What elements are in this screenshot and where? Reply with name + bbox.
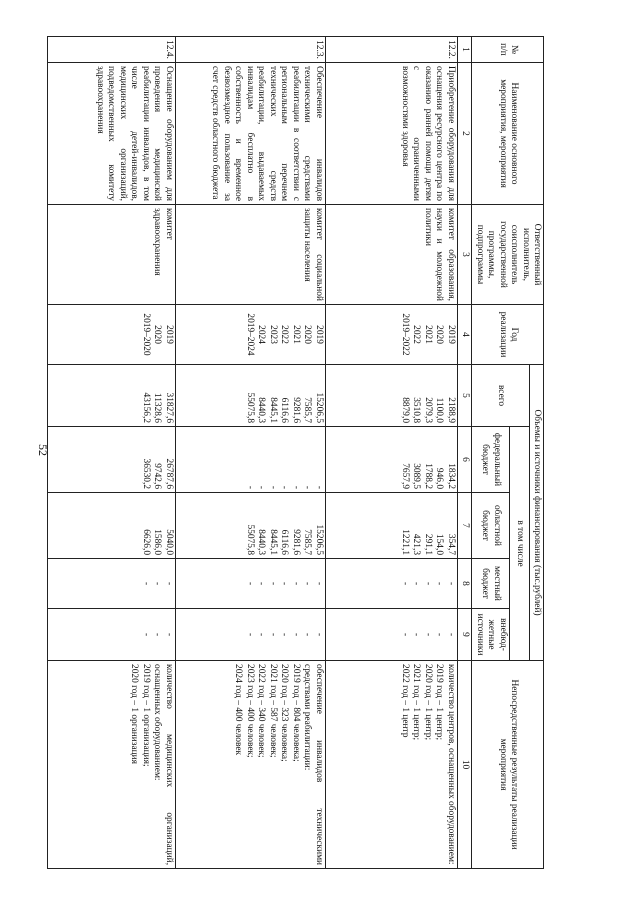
federal-cell-value: 1788,2 [422, 463, 433, 489]
local-cell-value: - [279, 581, 290, 586]
header-results: Непосредственные результаты реализации мероприятия [472, 661, 544, 869]
regional-cell-value: 9281,6 [290, 529, 301, 555]
year-cell [175, 305, 325, 365]
local-cell-value: - [163, 581, 174, 586]
results-cell-value: 2022 год – 1 центр [399, 664, 410, 738]
year-cell-value: 2024 [256, 325, 267, 344]
regional-cell-value: 5040,0 [163, 529, 174, 555]
federal-cell-value: - [279, 485, 290, 489]
regional-cell-value: 8445,1 [267, 529, 278, 555]
offbudget-cell-value: - [313, 632, 324, 637]
table-row [325, 37, 457, 869]
year-cell-value: 2020 [152, 325, 163, 344]
column-number: 9 [457, 609, 471, 661]
regional-cell-value: 55075,8 [244, 524, 255, 555]
local-cell-value: - [267, 581, 278, 586]
header-federal: федеральный бюджет [472, 427, 509, 493]
year-cell-value: 2021 [290, 325, 301, 344]
offbudget-cell-value: - [302, 632, 313, 637]
federal-cell-value: - [256, 485, 267, 489]
year-cell-value: 2023 [267, 325, 278, 344]
offbudget-cell-value: - [445, 632, 456, 637]
offbudget-cell-value: - [140, 632, 151, 637]
offbudget-cell-value: - [279, 632, 290, 637]
federal-cell-value: 26787,6 [163, 458, 174, 489]
year-cell-value: 2020 [302, 325, 313, 344]
federal-cell [325, 427, 457, 493]
total-cell-value: 43156,2 [140, 392, 151, 423]
regional-cell-value: 1586,0 [152, 529, 163, 555]
offbudget-cell-value: - [244, 632, 255, 637]
regional-cell-value: 1221,1 [399, 529, 410, 555]
column-number: 1 [457, 37, 471, 63]
offbudget-cell-value: - [399, 632, 410, 637]
column-number: 5 [457, 365, 471, 427]
results-cell-value: 2020 год – 1 центр; [422, 664, 433, 741]
header-local: местный бюджет [472, 559, 509, 609]
measure-name: Оснащение оборудованием для проведения медицинской реабилитации инвалидов, в том числе детей-инвалидов, медицинских организаций, подведомственных комитету здравоохранения [47, 63, 175, 205]
year-cell-value: 2019–2022 [399, 313, 410, 356]
regional-cell-value: 291,1 [422, 533, 433, 555]
measure-name: Обеспечение инвалидов техническими средствами реабилитации в соответствии с региональным перечнем технических средств реабилитации, выдаваемых инвалидам бесплатно в собственность и временное безвозмездное пользование за счет средств областного бюджета [175, 63, 325, 205]
federal-cell-value: - [313, 485, 324, 489]
local-cell [47, 559, 175, 609]
local-cell-value: - [313, 581, 324, 586]
local-cell-value: - [411, 581, 422, 586]
year-cell-value: 2019–2020 [140, 313, 151, 356]
column-number: 2 [457, 63, 471, 205]
header-name: Наименование основного мероприятия, мероприятия [472, 63, 544, 205]
header-year: Год реализации [472, 305, 544, 365]
year-cell-value: 2022 [411, 325, 422, 344]
year-cell [325, 305, 457, 365]
offbudget-cell-value: - [267, 632, 278, 637]
column-number: 3 [457, 205, 471, 305]
header-offbudget: внебюд-жетные источники [472, 609, 509, 661]
total-cell [47, 365, 175, 427]
federal-cell-value: 36530,2 [140, 458, 151, 489]
offbudget-cell [325, 609, 457, 661]
offbudget-cell-value: - [434, 632, 445, 637]
table-row [47, 37, 175, 869]
offbudget-cell [47, 609, 175, 661]
year-cell-value: 2019 [163, 325, 174, 344]
results-cell-value: 2024 год – 400 человек [233, 664, 244, 756]
column-number: 4 [457, 305, 471, 365]
local-cell-value: - [445, 581, 456, 586]
local-cell [325, 559, 457, 609]
results-cell-value: 2022 год – 340 человек; [256, 664, 267, 758]
responsible-executor: комитет здравоохранения [47, 205, 175, 305]
year-cell-value: 2019 [445, 325, 456, 344]
year-cell-value: 2019–2024 [244, 313, 255, 356]
results-cell-value: 2019 год – 804 человека; [290, 664, 301, 762]
column-number: 10 [457, 661, 471, 869]
total-cell-value: 2079,3 [422, 397, 433, 423]
total-cell-value: 15206,5 [313, 392, 324, 423]
year-cell [47, 305, 175, 365]
total-cell-value: 7585,7 [302, 397, 313, 423]
total-cell-value: 3510,8 [411, 397, 422, 423]
total-cell [325, 365, 457, 427]
column-number: 8 [457, 559, 471, 609]
results-cell-value: обеспечение инвалидов техническими средствами реабилитации: [302, 664, 324, 866]
results-cell-value: 2023 год – 400 человек; [244, 664, 255, 758]
regional-cell [47, 493, 175, 559]
total-cell-value: 11328,6 [152, 392, 163, 423]
regional-cell-value: 6116,6 [279, 529, 290, 555]
total-cell-value: 55075,8 [244, 392, 255, 423]
regional-cell-value: 7585,7 [302, 529, 313, 555]
federal-cell-value: 9742,6 [152, 463, 163, 489]
federal-cell-value: 1834,2 [445, 463, 456, 489]
year-cell-value: 2019 [313, 325, 324, 344]
federal-cell-value: - [244, 485, 255, 489]
regional-cell-value: 154,0 [434, 533, 445, 555]
federal-cell-value: - [302, 485, 313, 489]
measure-name: Приобретение оборудования для оснащения ресурсного центра по оказанию ранней помощи детям с ограниченными возможностями здоровья [325, 63, 457, 205]
table-body [47, 37, 457, 869]
federal-cell [47, 427, 175, 493]
local-cell-value: - [256, 581, 267, 586]
results-cell-value: 2020 год – 323 человека; [279, 664, 290, 762]
row-number: 12.3. [175, 37, 325, 63]
total-cell-value: 31827,6 [163, 392, 174, 423]
program-measures-table [47, 36, 544, 869]
local-cell-value: - [302, 581, 313, 586]
year-cell-value: 2022 [279, 325, 290, 344]
header-total: всего [472, 365, 529, 427]
total-cell-value: 2188,9 [445, 397, 456, 423]
federal-cell-value: - [290, 485, 301, 489]
local-cell-value: - [399, 581, 410, 586]
local-cell-value: - [244, 581, 255, 586]
responsible-executor: комитет образования, науки и молодежной политики [325, 205, 457, 305]
results-cell-value: количество центров, оснащенных оборудованием: [445, 664, 456, 865]
year-cell-value: 2020 [434, 325, 445, 344]
results-cell-value: 2021 год – 587 человек; [267, 664, 278, 758]
results-cell [47, 661, 175, 869]
federal-cell-value: - [267, 485, 278, 489]
total-cell-value: 6116,6 [279, 397, 290, 423]
regional-cell-value: 6626,0 [140, 529, 151, 555]
header-executor: Ответственный исполнитель, соисполнитель государственной программы, подпрограммы [472, 205, 544, 305]
offbudget-cell [175, 609, 325, 661]
local-cell-value: - [422, 581, 433, 586]
row-number: 12.4. [47, 37, 175, 63]
offbudget-cell-value: - [163, 632, 174, 637]
results-cell [175, 661, 325, 869]
regional-cell-value: 354,7 [445, 533, 456, 555]
offbudget-cell-value: - [152, 632, 163, 637]
total-cell-value: 1100,0 [434, 397, 445, 423]
total-cell-value: 8440,3 [256, 397, 267, 423]
year-cell-value: 2021 [422, 325, 433, 344]
local-cell-value: - [434, 581, 445, 586]
total-cell-value: 8879,0 [399, 397, 410, 423]
column-number: 6 [457, 427, 471, 493]
header-no: № п/п [472, 37, 544, 63]
page-number: 52 [36, 444, 50, 456]
regional-cell-value: 15206,5 [313, 524, 324, 555]
header-regional: областной бюджет [472, 493, 509, 559]
regional-cell-value: 421,3 [411, 533, 422, 555]
results-cell-value: 2019 год – 1 организация; [140, 664, 151, 767]
header-row-1 [529, 37, 543, 869]
total-cell [175, 365, 325, 427]
local-cell [175, 559, 325, 609]
results-cell-value: 2021 год – 1 центр; [411, 664, 422, 741]
results-cell-value: количество медицинских организаций, оснащенных оборудованием: [152, 664, 174, 866]
federal-cell [175, 427, 325, 493]
federal-cell-value: 946,0 [434, 467, 445, 489]
column-number-row [457, 37, 471, 869]
offbudget-cell-value: - [290, 632, 301, 637]
results-cell [325, 661, 457, 869]
regional-cell [325, 493, 457, 559]
federal-cell-value: 7657,9 [399, 463, 410, 489]
offbudget-cell-value: - [256, 632, 267, 637]
table-row [175, 37, 325, 869]
column-number: 7 [457, 493, 471, 559]
header-including: в том числе [509, 427, 529, 661]
total-cell-value: 9281,6 [290, 397, 301, 423]
regional-cell [175, 493, 325, 559]
federal-cell-value: 3089,5 [411, 463, 422, 489]
offbudget-cell-value: - [411, 632, 422, 637]
local-cell-value: - [152, 581, 163, 586]
regional-cell-value: 8440,3 [256, 529, 267, 555]
results-cell-value: 2019 год – 1 центр; [434, 664, 445, 741]
local-cell-value: - [140, 581, 151, 586]
offbudget-cell-value: - [422, 632, 433, 637]
total-cell-value: 8445,1 [267, 397, 278, 423]
row-number: 12.2. [325, 37, 457, 63]
header-funding: Объемы и источники финансирования (тыс.рублей) [529, 365, 543, 661]
responsible-executor: комитет социальной защиты населения [175, 205, 325, 305]
results-cell-value: 2020 год – 1 организация [129, 664, 140, 764]
local-cell-value: - [290, 581, 301, 586]
